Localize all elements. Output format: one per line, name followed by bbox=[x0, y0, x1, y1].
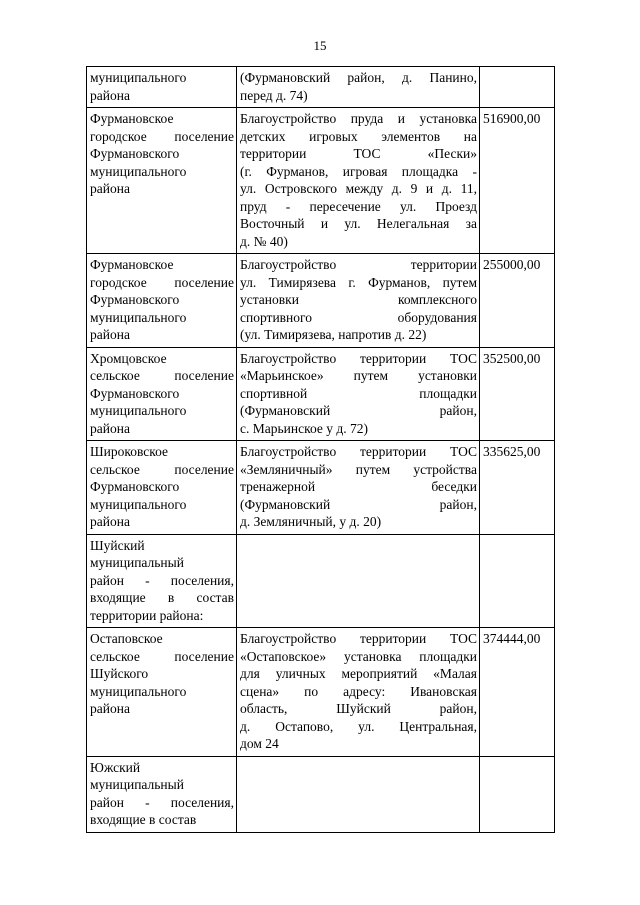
municipality-cell-line: муниципального bbox=[90, 70, 187, 85]
municipality-cell bbox=[87, 534, 237, 628]
description-cell-line: с. Марьинское у д. 72) bbox=[240, 420, 368, 436]
description-cell-line: (г. Фурманов, игровая площадка - bbox=[240, 163, 477, 179]
municipality-cell bbox=[87, 347, 237, 441]
municipality-cell-line: Фурмановского bbox=[90, 479, 180, 494]
description-cell-line: область, Шуйский район, bbox=[240, 701, 477, 716]
municipality-cell-line: район - поселения, bbox=[90, 572, 234, 588]
municipality-cell-line: района bbox=[90, 327, 130, 342]
municipality-cell-line: Фурмановского bbox=[90, 292, 180, 307]
description-cell-line: «Марьинское» путем установки bbox=[240, 368, 477, 383]
municipality-cell-line: Шуйский bbox=[90, 537, 145, 553]
amount-cell bbox=[480, 628, 555, 757]
municipality-cell-line: Остаповское bbox=[90, 631, 163, 646]
description-cell-line: (Фурмановский район, bbox=[240, 496, 477, 512]
description-cell bbox=[237, 756, 480, 832]
municipality-cell-line: муниципальный bbox=[90, 777, 184, 792]
municipality-cell bbox=[87, 108, 237, 254]
municipality-cell-line: Широковское bbox=[90, 444, 169, 459]
amount-cell bbox=[480, 347, 555, 441]
description-cell-line: (Фурмановский район, д. Панино, bbox=[240, 70, 477, 85]
description-cell-line: ул. Тимирязева г. Фурманов, путем bbox=[240, 274, 477, 290]
description-cell bbox=[237, 67, 480, 108]
amount-cell bbox=[480, 254, 555, 348]
municipality-cell-line: района bbox=[90, 420, 130, 436]
municipality-cell-line: городское поселение bbox=[90, 128, 234, 144]
municipality-cell-line: Южский bbox=[90, 759, 141, 775]
description-cell-line: территории ТОС «Пески» bbox=[240, 146, 477, 161]
amount-cell-value: 516900,00 bbox=[483, 111, 541, 126]
municipality-cell-line: входящие в состав bbox=[90, 812, 197, 827]
description-cell-line: (ул. Тимирязева, напротив д. 22) bbox=[240, 327, 427, 342]
description-cell-line: д. Остапово, ул. Центральная, bbox=[240, 718, 477, 734]
municipality-cell-line: района bbox=[90, 701, 130, 716]
description-cell-line: установки комплексного bbox=[240, 292, 477, 307]
municipality-cell-line: Фурмановское bbox=[90, 111, 174, 126]
municipality-cell-line: района bbox=[90, 181, 130, 196]
amount-cell bbox=[480, 534, 555, 628]
municipality-cell bbox=[87, 441, 237, 535]
municipality-cell-line: муниципального bbox=[90, 309, 187, 325]
description-cell-line: перед д. 74) bbox=[240, 87, 308, 103]
table-row bbox=[87, 628, 555, 757]
amount-cell bbox=[480, 67, 555, 108]
funding-table bbox=[86, 66, 555, 833]
description-cell-line: Восточный и ул. Нелегальная за bbox=[240, 216, 477, 231]
amount-cell bbox=[480, 756, 555, 832]
description-cell-line: пруд - пересечение ул. Проезд bbox=[240, 198, 477, 214]
municipality-cell-line: Фурмановское bbox=[90, 257, 174, 272]
amount-cell-value: 335625,00 bbox=[483, 444, 541, 459]
municipality-cell-line: район - поселения, bbox=[90, 794, 234, 810]
table-row bbox=[87, 441, 555, 535]
description-cell-line: (Фурмановский район, bbox=[240, 403, 477, 418]
municipality-cell-line: сельское поселение bbox=[90, 368, 234, 383]
description-cell-line: Благоустройство территории ТОС bbox=[240, 631, 477, 646]
description-cell-line: сцена» по адресу: Ивановская bbox=[240, 683, 477, 699]
municipality-cell-line: городское поселение bbox=[90, 274, 234, 290]
municipality-cell-line: Хромцовское bbox=[90, 350, 167, 366]
description-cell-line: для уличных мероприятий «Малая bbox=[240, 666, 477, 681]
description-cell-line: «Земляничный» путем устройства bbox=[240, 461, 477, 477]
description-cell bbox=[237, 628, 480, 757]
table-row bbox=[87, 756, 555, 832]
municipality-cell bbox=[87, 254, 237, 348]
description-cell-line: «Остаповское» установка площадки bbox=[240, 648, 477, 664]
description-cell-line: детских игровых элементов на bbox=[240, 128, 477, 144]
municipality-cell bbox=[87, 628, 237, 757]
description-cell bbox=[237, 441, 480, 535]
description-cell-line: д. № 40) bbox=[240, 233, 288, 249]
description-cell bbox=[237, 108, 480, 254]
municipality-cell-line: муниципального bbox=[90, 683, 187, 699]
description-cell-line: дом 24 bbox=[240, 736, 279, 751]
description-cell bbox=[237, 534, 480, 628]
table-row bbox=[87, 347, 555, 441]
table-row bbox=[87, 108, 555, 254]
description-cell-line: спортивного оборудования bbox=[240, 309, 477, 325]
municipality-cell-line: муниципального bbox=[90, 496, 187, 512]
municipality-cell-line: территории района: bbox=[90, 607, 204, 623]
municipality-cell-line: сельское поселение bbox=[90, 648, 234, 664]
description-cell-line: Благоустройство территории ТОС bbox=[240, 350, 477, 366]
description-cell bbox=[237, 347, 480, 441]
municipality-cell-line: муниципального bbox=[90, 163, 187, 179]
table-row bbox=[87, 254, 555, 348]
municipality-cell-line: района bbox=[90, 87, 130, 103]
municipality-cell-line: входящие в состав bbox=[90, 590, 234, 605]
amount-cell-value: 255000,00 bbox=[483, 257, 541, 272]
municipality-cell-line: муниципальный bbox=[90, 555, 184, 570]
description-cell-line: ул. Островского между д. 9 и д. 11, bbox=[240, 181, 477, 196]
amount-cell-value: 352500,00 bbox=[483, 350, 541, 366]
municipality-cell bbox=[87, 67, 237, 108]
amount-cell bbox=[480, 108, 555, 254]
municipality-cell-line: муниципального bbox=[90, 403, 187, 418]
municipality-cell-line: Фурмановского bbox=[90, 146, 180, 161]
page-number: 15 bbox=[313, 38, 327, 53]
description-cell-line: Благоустройство территории ТОС bbox=[240, 444, 477, 459]
municipality-cell bbox=[87, 756, 237, 832]
description-cell-line: Благоустройство территории bbox=[240, 257, 477, 272]
table-row bbox=[87, 534, 555, 628]
municipality-cell-line: сельское поселение bbox=[90, 461, 234, 477]
municipality-cell-line: района bbox=[90, 514, 130, 529]
description-cell-line: спортивной площадки bbox=[240, 385, 477, 401]
amount-cell-value: 374444,00 bbox=[483, 631, 541, 646]
municipality-cell-line: Шуйского bbox=[90, 666, 149, 681]
amount-cell bbox=[480, 441, 555, 535]
description-cell bbox=[237, 254, 480, 348]
table-row bbox=[87, 67, 555, 108]
municipality-cell-line: Фурмановского bbox=[90, 385, 180, 401]
description-cell-line: д. Земляничный, у д. 20) bbox=[240, 514, 382, 529]
description-cell-line: Благоустройство пруда и установка bbox=[240, 111, 477, 126]
description-cell-line: тренажерной беседки bbox=[240, 479, 477, 494]
